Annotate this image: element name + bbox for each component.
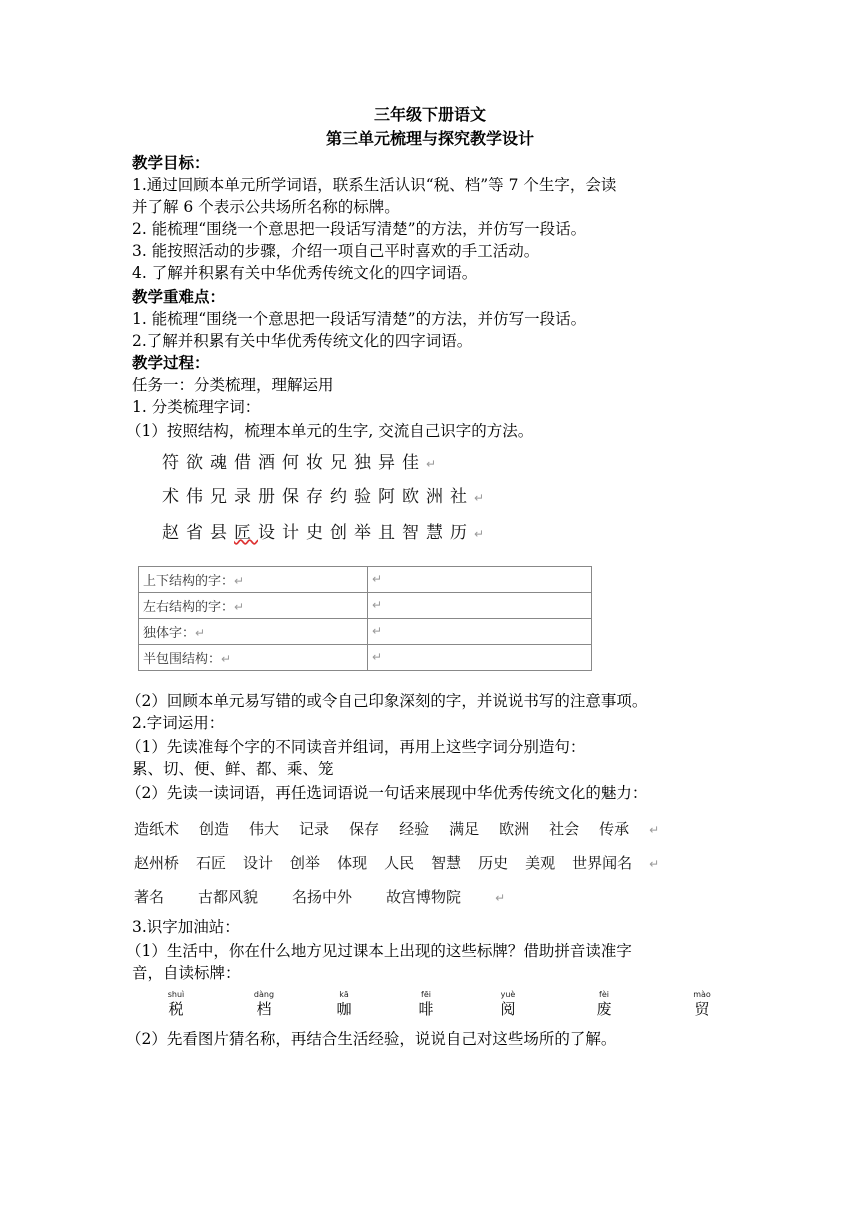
return-mark: ↵ xyxy=(426,457,444,471)
vocab-word: 欧洲 xyxy=(499,820,530,838)
vocab-word: 历史 xyxy=(478,854,509,872)
hanzi-text: 档 xyxy=(256,1000,272,1018)
table-cell-blank xyxy=(368,645,592,671)
return-mark: ↵ xyxy=(372,650,383,664)
return-mark: ↵ xyxy=(495,891,506,905)
step-3-1b: 音，自读标牌： xyxy=(132,964,241,982)
char-row-3b-text: 匠 xyxy=(234,523,258,543)
char-row-3 xyxy=(162,520,491,547)
vocab-word: 石匠 xyxy=(196,854,227,872)
vocab-word: 造纸术 xyxy=(134,820,180,838)
return-mark: ↵ xyxy=(234,574,245,588)
word-row-2 xyxy=(134,852,659,875)
return-mark: ↵ xyxy=(372,572,383,586)
pinyin-text: mào xyxy=(693,990,711,999)
step-2: 2.字词运用： xyxy=(132,714,225,732)
pinyin-char xyxy=(234,990,294,1018)
pinyin-char xyxy=(314,990,374,1018)
pinyin-text: fēi xyxy=(421,990,431,999)
vocab-word: 世界闻名 xyxy=(572,854,633,872)
table-cell-blank xyxy=(368,593,592,619)
step-2-chars: 累、切、便、鲜、都、乘、笼 xyxy=(132,760,334,778)
vocab-word: 智慧 xyxy=(431,854,462,872)
hanzi-text: 废 xyxy=(596,1000,612,1018)
vocab-word: 体现 xyxy=(337,854,368,872)
vocab-word: 创造 xyxy=(199,820,230,838)
key-heading: 教学重难点： xyxy=(132,287,226,306)
table-cell-label xyxy=(139,645,368,671)
return-mark: ↵ xyxy=(372,624,383,638)
goal-4: 4. 了解并积累有关中华优秀传统文化的四字词语。 xyxy=(132,264,478,282)
row-label: 左右结构的字： xyxy=(143,600,235,615)
table-cell-label xyxy=(139,567,368,593)
structure-table xyxy=(138,566,592,671)
vocab-word: 创举 xyxy=(290,854,321,872)
row-label: 独体字： xyxy=(143,626,196,641)
goals-heading: 教学目标： xyxy=(132,153,210,172)
goal-1b: 并了解 6 个表示公共场所名称的标牌。 xyxy=(132,198,400,216)
pinyin-char xyxy=(478,990,538,1018)
pinyin-text: dàng xyxy=(253,990,275,999)
key-2: 2.了解并积累有关中华优秀传统文化的四字词语。 xyxy=(132,332,473,350)
doc-title-grade: 三年级下册语文 xyxy=(373,105,486,124)
pinyin-text: yuè xyxy=(500,990,516,999)
return-mark: ↵ xyxy=(195,626,206,640)
char-row-3a-text: 赵省县 xyxy=(162,523,234,543)
hanzi-text: 贸 xyxy=(694,1000,710,1018)
vocab-word: 赵州桥 xyxy=(134,854,180,872)
goal-1a: 1.通过回顾本单元所学词语，联系生活认识“税、档”等 7 个生字，会读 xyxy=(132,176,617,194)
pinyin-char xyxy=(146,990,206,1018)
pinyin-text: shuì xyxy=(167,990,185,999)
table-cell-blank xyxy=(368,567,592,593)
return-mark: ↵ xyxy=(221,652,232,666)
table-cell-label xyxy=(139,619,368,645)
row-label: 上下结构的字： xyxy=(143,574,235,589)
vocab-word: 传承 xyxy=(599,820,630,838)
vocab-word: 满足 xyxy=(449,820,480,838)
step-3: 3.识字加油站： xyxy=(132,918,240,936)
table-cell-label xyxy=(139,593,368,619)
pinyin-text: kā xyxy=(339,990,349,999)
vocab-word: 古都风貌 xyxy=(198,888,259,906)
step-1-2: （2）回顾本单元易写错的或令自己印象深刻的字，并说说书写的注意事项。 xyxy=(126,692,648,710)
goal-3: 3. 能按照活动的步骤，介绍一项自己平时喜欢的手工活动。 xyxy=(132,242,540,260)
doc-title-unit: 第三单元梳理与探究教学设计 xyxy=(325,129,534,148)
process-heading: 教学过程： xyxy=(132,353,210,372)
pinyin-char xyxy=(672,990,732,1018)
char-row-2-text: 术伟兄录册保存约验阿欧洲社 xyxy=(162,487,474,507)
step-2-2: （2）先读一读词语，再任选词语说一句话来展现中华优秀传统文化的魅力： xyxy=(126,784,648,802)
return-mark: ↵ xyxy=(474,527,492,541)
table-cell-blank xyxy=(368,619,592,645)
char-row-2 xyxy=(162,484,491,511)
vocab-word: 社会 xyxy=(549,820,580,838)
hanzi-text: 阅 xyxy=(500,1000,516,1018)
char-row-3c-text: 设计史创举且智慧历 xyxy=(258,523,474,543)
table-row xyxy=(139,619,592,645)
vocab-word: 保存 xyxy=(349,820,380,838)
return-mark: ↵ xyxy=(372,598,383,612)
return-mark: ↵ xyxy=(649,823,660,837)
table-row xyxy=(139,567,592,593)
return-mark: ↵ xyxy=(234,600,245,614)
word-row-1 xyxy=(134,818,659,841)
hanzi-text: 啡 xyxy=(418,1000,434,1018)
goal-2: 2. 能梳理“围绕一个意思把一段话写清楚”的方法，并仿写一段话。 xyxy=(132,220,587,238)
hanzi-text: 咖 xyxy=(336,1000,352,1018)
task-1: 任务一：分类梳理，理解运用 xyxy=(132,376,334,394)
step-2-1: （1）先读准每个字的不同读音并组词，再用上这些字词分别造句： xyxy=(126,738,586,756)
pinyin-text: fèi xyxy=(599,990,609,999)
step-3-2: （2）先看图片猜名称，再结合生活经验，说说自己对这些场所的了解。 xyxy=(126,1030,617,1048)
vocab-word: 故宫博物院 xyxy=(386,888,462,906)
pinyin-char xyxy=(396,990,456,1018)
vocab-word: 设计 xyxy=(243,854,274,872)
word-row-3 xyxy=(134,886,505,909)
hanzi-text: 税 xyxy=(168,1000,184,1018)
char-row-1 xyxy=(162,450,443,477)
char-row-1-text: 符欲魂借酒何妆兄独异佳 xyxy=(162,453,426,473)
table-row xyxy=(139,645,592,671)
vocab-word: 美观 xyxy=(525,854,556,872)
vocab-word: 著名 xyxy=(134,888,165,906)
vocab-word: 伟大 xyxy=(249,820,280,838)
step-3-1a: （1）生活中，你在什么地方见过课本上出现的这些标牌？借助拼音读准字 xyxy=(126,942,632,960)
vocab-word: 名扬中外 xyxy=(292,888,353,906)
pinyin-row xyxy=(0,990,860,1022)
pinyin-char xyxy=(574,990,634,1018)
vocab-word: 记录 xyxy=(299,820,330,838)
return-mark: ↵ xyxy=(474,491,492,505)
key-1: 1. 能梳理“围绕一个意思把一段话写清楚”的方法，并仿写一段话。 xyxy=(132,310,587,328)
row-label: 半包围结构： xyxy=(143,652,222,667)
step-1-1: （1）按照结构，梳理本单元的生字, 交流自己识字的方法。 xyxy=(126,422,534,440)
step-1: 1. 分类梳理字词： xyxy=(132,398,261,416)
vocab-word: 人民 xyxy=(384,854,415,872)
vocab-word: 经验 xyxy=(399,820,430,838)
table-row xyxy=(139,593,592,619)
return-mark: ↵ xyxy=(649,857,660,871)
